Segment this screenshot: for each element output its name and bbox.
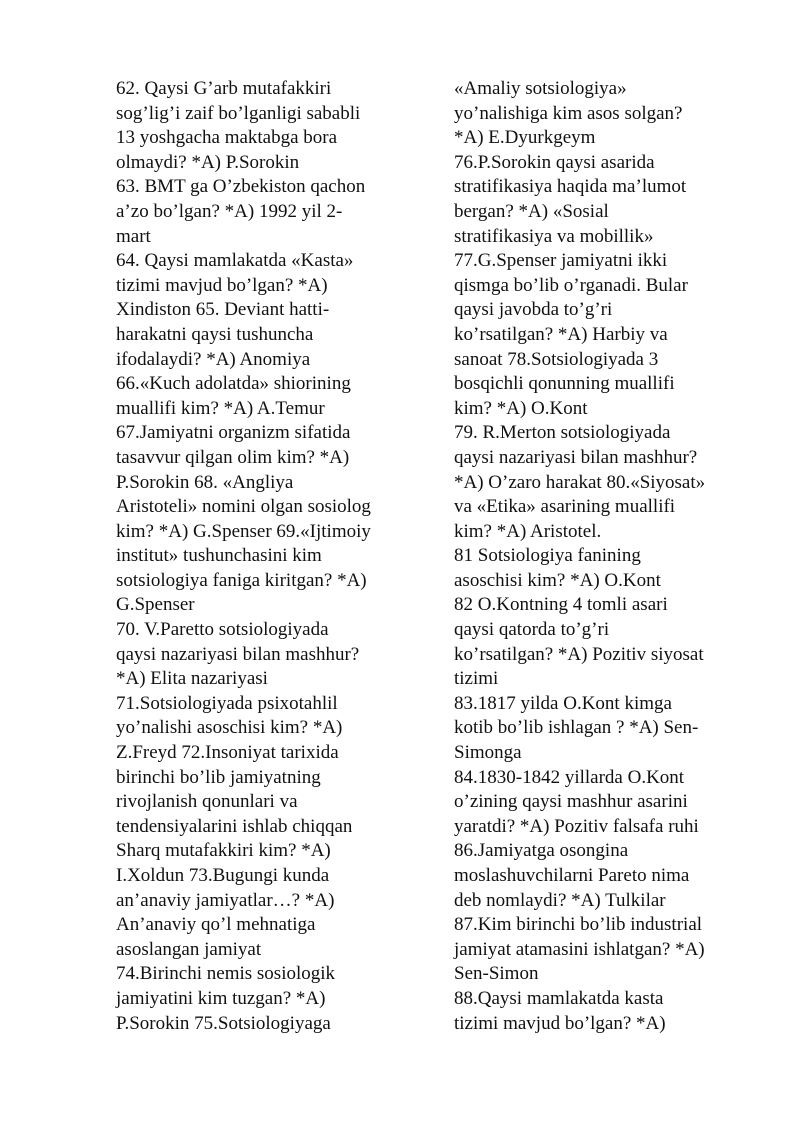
right-column-line: 77.G.Spenser jamiyatni ikki [454,250,668,272]
left-column-line: sotsiologiya faniga kiritgan? *A) [116,569,367,591]
left-column-line: mart [116,225,151,247]
left-column-line: tasavvur qilgan olim kim? *A) [116,446,350,468]
right-column-line: yo’nalishiga kim asos solgan? [454,102,683,124]
right-column-line: *A) E.Dyurkgeym [454,127,596,149]
left-column-line: yo’nalishi asoschisi kim? *A) [116,717,343,739]
right-column-line: sanoat 78.Sotsiologiyada 3 [454,348,659,370]
right-text-column [454,77,754,1036]
right-column-line: 79. R.Merton sotsiologiyada [454,422,671,444]
right-column-line: deb nomlaydi? *A) Tulkilar [454,889,666,911]
left-column-line: 13 yoshgacha maktabga bora [116,127,338,149]
right-column-line: 83.1817 yilda O.Kont kimga [454,692,672,714]
left-column-line: rivojlanish qonunlari va [116,791,298,813]
right-column-line: 82 O.Kontning 4 tomli asari [454,594,668,616]
left-column-line: qaysi nazariyasi bilan mashhur? [116,643,360,665]
left-column-line: *A) Elita nazariyasi [116,668,268,690]
right-column-line: stratifikasiya va mobillik» [454,225,654,247]
right-column-line: tizimi [454,668,499,690]
right-column-line: *A) O’zaro harakat 80.«Siyosat» [454,471,706,493]
right-column-line: 86.Jamiyatga osongina [454,840,629,862]
right-column-line: Sen-Simon [454,963,539,985]
left-column-line: 63. BMT ga O’zbekiston qachon [116,176,366,198]
left-column-line: sog’lig’i zaif bo’lganligi sababli [116,102,361,124]
left-text-column [116,77,416,1036]
left-column-line: 74.Birinchi nemis sosiologik [116,963,336,985]
right-column-line: stratifikasiya haqida ma’lumot [454,176,687,198]
right-column-line: o’zining qaysi mashhur asarini [454,791,688,813]
left-column-line: asoslangan jamiyat [116,938,262,960]
right-column-line: 81 Sotsiologiya fanining [454,545,641,567]
left-column-line: I.Xoldun 73.Bugungi kunda [116,865,330,886]
right-column-line: jamiyat atamasini ishlatgan? *A) [454,938,705,960]
right-column-line: yaratdi? *A) Pozitiv falsafa ruhi [454,815,699,837]
left-column-line: birinchi bo’lib jamiyatning [116,766,321,788]
left-column-line: Z.Freyd 72.Insoniyat tarixida [116,742,339,764]
left-column-line: jamiyatini kim tuzgan? *A) [116,987,326,1009]
left-column-line: ifodalaydi? *A) Anomiya [116,348,311,370]
left-column-line: kim? *A) G.Spenser 69.«Ijtimoiy [116,520,371,542]
left-column-line: 64. Qaysi mamlakatda «Kasta» [116,250,354,272]
right-column-line: 87.Kim birinchi bo’lib industrial [454,914,703,936]
right-column-line: kim? *A) Aristotel. [454,520,602,542]
left-column-line: institut» tushunchasini kim [116,545,322,567]
left-column-line: harakatni qaysi tushuncha [116,323,314,345]
left-column-line: P.Sorokin 75.Sotsiologiyaga [116,1012,331,1034]
right-column-line: ko’rsatilgan? *A) Pozitiv siyosat [454,643,704,665]
left-column-line: An’anaviy qo’l mehnatiga [116,914,316,936]
right-column-line: Simonga [454,742,522,764]
left-column-line: tizimi mavjud bo’lgan? *A) [116,274,328,296]
left-column-line: 71.Sotsiologiyada psixotahlil [116,692,338,714]
left-column-line: a’zo bo’lgan? *A) 1992 yil 2- [116,200,343,222]
right-column-line: tizimi mavjud bo’lgan? *A) [454,1012,666,1034]
right-column-line: bosqichli qonunning muallifi [454,373,675,395]
left-column-line: 70. V.Paretto sotsiologiyada [116,619,329,641]
right-column-line: 88.Qaysi mamlakatda kasta [454,987,664,1009]
right-column-line: qismga bo’lib o’rganadi. Bular [454,274,688,296]
left-column-line: olmaydi? *A) P.Sorokin [116,151,300,173]
left-column-line: Xindiston 65. Deviant hatti- [116,299,330,321]
left-column-line: tendensiyalarini ishlab chiqqan [116,815,353,837]
right-column-line: 76.P.Sorokin qaysi asarida [454,151,655,173]
right-column-line: ko’rsatilgan? *A) Harbiy va [454,323,668,345]
right-column-line: 84.1830-1842 yillarda O.Kont [454,766,685,788]
right-column-line: asoschisi kim? *A) O.Kont [454,569,661,591]
right-column-line: bergan? *A) «Sosial [454,200,609,222]
left-column-line: 67.Jamiyatni organizm sifatida [116,422,351,444]
right-column-line: qaysi nazariyasi bilan mashhur? [454,446,698,468]
right-column-line: qaysi qatorda to’g’ri [454,619,610,641]
right-column-line: «Amaliy sotsiologiya» [454,78,627,99]
left-column-line: Sharq mutafakkiri kim? *A) [116,840,331,862]
right-column-line: moslashuvchilarni Pareto nima [454,865,690,886]
left-column-line: P.Sorokin 68. «Angliya [116,471,294,493]
left-column-line: an’anaviy jamiyatlar…? *A) [116,889,335,911]
right-column-line: kotib bo’lib ishlagan ? *A) Sen- [454,717,699,739]
right-column-line: kim? *A) O.Kont [454,397,588,419]
right-column-line: va «Etika» asarining muallifi [454,496,676,518]
left-column-line: 62. Qaysi G’arb mutafakkiri [116,78,332,99]
left-column-line: Aristoteli» nomini olgan sosiolog [116,496,371,518]
right-column-line: qaysi javobda to’g’ri [454,299,613,321]
left-column-line: G.Spenser [116,594,195,616]
left-column-line: muallifi kim? *A) A.Temur [116,397,325,419]
left-column-line: 66.«Kuch adolatda» shiorining [116,373,351,395]
